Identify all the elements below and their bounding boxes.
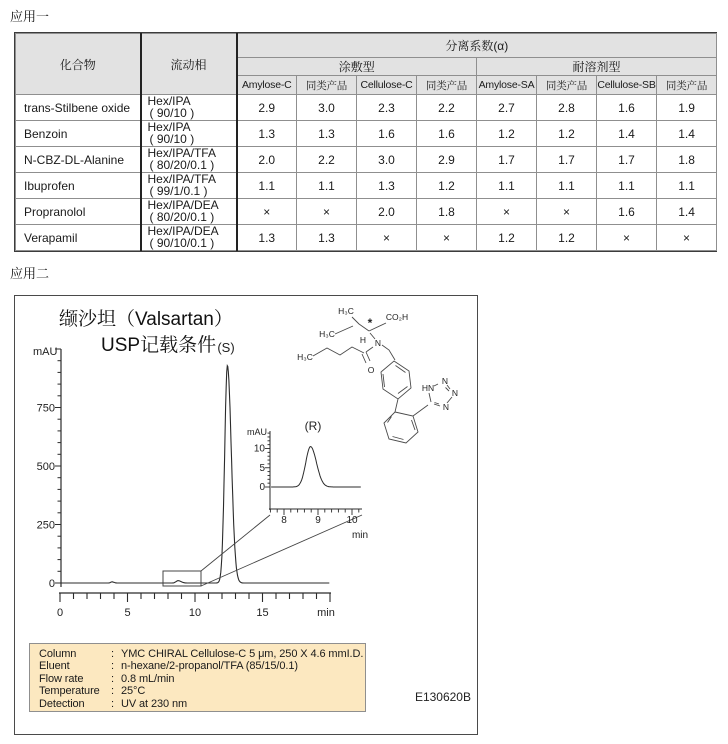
y-tick-label: 0 bbox=[48, 578, 55, 590]
mobile-phase-line: Hex/IPA/TFA bbox=[147, 172, 216, 186]
alpha-value-cell: 1.1 bbox=[297, 173, 357, 199]
alpha-value-cell: 1.4 bbox=[657, 121, 717, 147]
table-row bbox=[16, 95, 717, 121]
mobile-phase-line: ( 80/20/0.1 ) bbox=[149, 157, 215, 172]
alpha-value-cell: 1.6 bbox=[357, 121, 417, 147]
main-y-axis-unit: mAU bbox=[33, 346, 58, 358]
mobile-phase-line: ( 80/20/0.1 ) bbox=[149, 209, 215, 224]
compound-title: 缬沙坦（Valsartan） bbox=[59, 309, 233, 330]
condition-value: 0.8 mL/min bbox=[121, 672, 175, 685]
alpha-value-cell: × bbox=[237, 199, 297, 225]
alpha-value-cell: 1.3 bbox=[297, 225, 357, 251]
y-tick-label: 750 bbox=[36, 402, 55, 415]
table-row bbox=[16, 199, 717, 225]
alpha-value-cell: 1.2 bbox=[537, 121, 597, 147]
alpha-value-cell: 1.7 bbox=[597, 147, 657, 173]
peak-s-label: (S) bbox=[217, 340, 235, 355]
analysis-conditions-box bbox=[29, 643, 366, 712]
alpha-value-cell: 1.7 bbox=[477, 147, 537, 173]
mobile-phase-cell bbox=[141, 173, 237, 199]
alpha-value-cell: 1.1 bbox=[537, 173, 597, 199]
mobile-phase-line: Hex/IPA/DEA bbox=[147, 198, 219, 212]
main-chromatogram-curve bbox=[61, 366, 329, 583]
alpha-value-cell: 1.6 bbox=[597, 95, 657, 121]
section1-heading: 应用一 bbox=[10, 9, 50, 24]
condition-label: Column bbox=[39, 648, 77, 660]
group-header-coated-type: 涂敷型 bbox=[237, 58, 477, 76]
mobile-phase-cell bbox=[141, 225, 237, 251]
alpha-value-cell: 1.2 bbox=[537, 225, 597, 251]
condition-row bbox=[39, 660, 365, 672]
subcol-header: Cellulose-SB bbox=[597, 76, 657, 95]
inset-y-tick-label: 5 bbox=[259, 462, 265, 474]
inset-y-axis-unit: mAU bbox=[247, 427, 267, 437]
y-tick-label: 250 bbox=[36, 519, 55, 532]
condition-separator: : bbox=[111, 660, 114, 673]
alpha-value-cell: × bbox=[657, 225, 717, 251]
alpha-value-cell: × bbox=[597, 225, 657, 251]
alpha-value-cell: 1.2 bbox=[477, 121, 537, 147]
condition-separator: : bbox=[111, 648, 114, 660]
compound-cell: Benzoin bbox=[16, 121, 141, 147]
subcol-header: 同类产品 bbox=[297, 76, 357, 95]
alpha-value-cell: 3.0 bbox=[357, 147, 417, 173]
mobile-phase-line: ( 90/10 ) bbox=[149, 131, 195, 146]
application2-panel bbox=[14, 295, 478, 735]
col-header-compound: 化合物 bbox=[16, 34, 141, 95]
alpha-value-cell: 1.1 bbox=[657, 173, 717, 199]
subcol-header: Amylose-C bbox=[237, 76, 297, 95]
group-header-solvent-resistant-type: 耐溶剂型 bbox=[477, 58, 717, 76]
table-body bbox=[16, 95, 717, 251]
chiral-center-mark: * bbox=[367, 316, 373, 330]
alpha-value-cell: 2.0 bbox=[357, 199, 417, 225]
atom-label: H bbox=[359, 335, 367, 345]
alpha-value-cell: 1.3 bbox=[297, 121, 357, 147]
condition-row bbox=[39, 685, 365, 697]
condition-separator: : bbox=[111, 697, 114, 710]
x-tick-label: 5 bbox=[124, 607, 131, 619]
condition-value: YMC CHIRAL Cellulose-C 5 μm, 250 X 4.6 mmI.D. bbox=[121, 648, 364, 660]
condition-label: Detection bbox=[39, 697, 85, 710]
subcol-header: 同类产品 bbox=[657, 76, 717, 95]
alpha-value-cell: 1.2 bbox=[417, 173, 477, 199]
alpha-value-cell: 1.1 bbox=[597, 173, 657, 199]
mobile-phase-cell bbox=[141, 199, 237, 225]
figure-code: E130620B bbox=[414, 690, 471, 704]
alpha-value-cell: 2.9 bbox=[237, 95, 297, 121]
compound-cell: N-CBZ-DL-Alanine bbox=[16, 147, 141, 173]
alpha-value-cell: 1.1 bbox=[237, 173, 297, 199]
subcol-header: 同类产品 bbox=[537, 76, 597, 95]
compound-cell: Verapamil bbox=[16, 225, 141, 251]
inset-x-tick-label: 9 bbox=[315, 515, 321, 526]
mobile-phase-line: ( 90/10 ) bbox=[149, 105, 195, 120]
mobile-phase-cell bbox=[141, 121, 237, 147]
compound-cell: trans-Stilbene oxide bbox=[16, 95, 141, 121]
inset-chromatogram-curve bbox=[271, 447, 361, 487]
mobile-phase-cell bbox=[141, 95, 237, 121]
alpha-value-cell: 2.7 bbox=[477, 95, 537, 121]
col-header-separation-coefficient: 分离系数(α) bbox=[237, 34, 717, 58]
alpha-value-cell: 2.2 bbox=[297, 147, 357, 173]
main-x-axis-unit: min bbox=[317, 607, 335, 619]
atom-label: N bbox=[374, 338, 382, 348]
subcol-header: Cellulose-C bbox=[357, 76, 417, 95]
alpha-value-cell: 1.4 bbox=[657, 199, 717, 225]
alpha-value-cell: 1.8 bbox=[657, 147, 717, 173]
condition-value: UV at 230 nm bbox=[121, 697, 188, 710]
atom-label: H₃C bbox=[338, 306, 354, 316]
condition-value: 25°C bbox=[121, 685, 146, 698]
table-row bbox=[16, 121, 717, 147]
alpha-value-cell: 2.3 bbox=[357, 95, 417, 121]
separation-table-wrap bbox=[14, 32, 717, 252]
atom-label: N bbox=[441, 376, 449, 386]
alpha-value-cell: × bbox=[477, 199, 537, 225]
x-tick-label: 15 bbox=[256, 607, 269, 619]
inset-x-tick-label: 10 bbox=[346, 515, 358, 526]
alpha-value-cell: 2.0 bbox=[237, 147, 297, 173]
condition-value: n-hexane/2-propanol/TFA (85/15/0.1) bbox=[121, 660, 298, 673]
atom-label: HN bbox=[421, 383, 435, 393]
atom-label: H₃C bbox=[319, 329, 335, 339]
atom-label: H₃C bbox=[297, 352, 313, 362]
condition-row bbox=[39, 698, 365, 710]
alpha-value-cell: 1.7 bbox=[537, 147, 597, 173]
alpha-value-cell: × bbox=[417, 225, 477, 251]
condition-row bbox=[39, 673, 365, 685]
alpha-value-cell: × bbox=[297, 199, 357, 225]
zoom-region-rect bbox=[163, 571, 201, 586]
inset-chart-axes bbox=[254, 431, 362, 526]
alpha-value-cell: 1.6 bbox=[417, 121, 477, 147]
table-row bbox=[16, 173, 717, 199]
col-header-mobile-phase: 流动相 bbox=[141, 34, 237, 95]
alpha-value-cell: 1.3 bbox=[357, 173, 417, 199]
compound-cell: Ibuprofen bbox=[16, 173, 141, 199]
mobile-phase-line: Hex/IPA/DEA bbox=[147, 224, 219, 238]
alpha-value-cell: 2.9 bbox=[417, 147, 477, 173]
atom-label: N bbox=[442, 402, 450, 412]
alpha-value-cell: 1.6 bbox=[597, 199, 657, 225]
condition-label: Temperature bbox=[39, 685, 100, 698]
condition-separator: : bbox=[111, 685, 114, 698]
condition-separator: : bbox=[111, 672, 114, 685]
subcol-header: Amylose-SA bbox=[477, 76, 537, 95]
condition-subtitle: USP记载条件 bbox=[101, 335, 217, 356]
atom-label: N bbox=[451, 388, 459, 398]
x-tick-label: 0 bbox=[56, 607, 64, 619]
alpha-value-cell: 1.2 bbox=[477, 225, 537, 251]
condition-label: Flow rate bbox=[39, 672, 84, 685]
alpha-value-cell: 1.1 bbox=[477, 173, 537, 199]
inset-x-tick-label: 8 bbox=[281, 515, 287, 526]
compound-cell: Propranolol bbox=[16, 199, 141, 225]
table-row bbox=[16, 225, 717, 251]
mobile-phase-cell bbox=[141, 147, 237, 173]
inset-y-tick-label: 0 bbox=[259, 482, 265, 493]
alpha-value-cell: × bbox=[357, 225, 417, 251]
separation-table bbox=[15, 33, 717, 251]
alpha-value-cell: 2.2 bbox=[417, 95, 477, 121]
mobile-phase-line: ( 90/10/0.1 ) bbox=[149, 235, 215, 250]
mobile-phase-line: ( 99/1/0.1 ) bbox=[149, 183, 208, 198]
alpha-value-cell: 1.9 bbox=[657, 95, 717, 121]
alpha-value-cell: 1.8 bbox=[417, 199, 477, 225]
mobile-phase-line: Hex/IPA bbox=[147, 120, 191, 134]
alpha-value-cell: 1.4 bbox=[597, 121, 657, 147]
peak-r-label: (R) bbox=[304, 419, 322, 433]
inset-x-axis-unit: min bbox=[351, 530, 369, 541]
condition-label: Eluent bbox=[39, 660, 70, 673]
mobile-phase-line: Hex/IPA/TFA bbox=[147, 146, 216, 160]
alpha-value-cell: 1.3 bbox=[237, 225, 297, 251]
atom-label: CO₂H bbox=[385, 312, 409, 322]
inset-y-tick-label: 10 bbox=[253, 443, 265, 455]
alpha-value-cell: × bbox=[537, 199, 597, 225]
mobile-phase-line: Hex/IPA bbox=[147, 94, 191, 108]
table-row bbox=[16, 147, 717, 173]
atom-label: O bbox=[367, 365, 375, 375]
x-tick-label: 10 bbox=[188, 607, 202, 619]
alpha-value-cell: 2.8 bbox=[537, 95, 597, 121]
condition-row bbox=[39, 648, 365, 660]
alpha-value-cell: 1.3 bbox=[237, 121, 297, 147]
alpha-value-cell: 3.0 bbox=[297, 95, 357, 121]
y-tick-label: 500 bbox=[36, 461, 55, 473]
section2-heading: 应用二 bbox=[10, 266, 50, 281]
main-chart-axes bbox=[37, 349, 331, 619]
subcol-header: 同类产品 bbox=[417, 76, 477, 95]
